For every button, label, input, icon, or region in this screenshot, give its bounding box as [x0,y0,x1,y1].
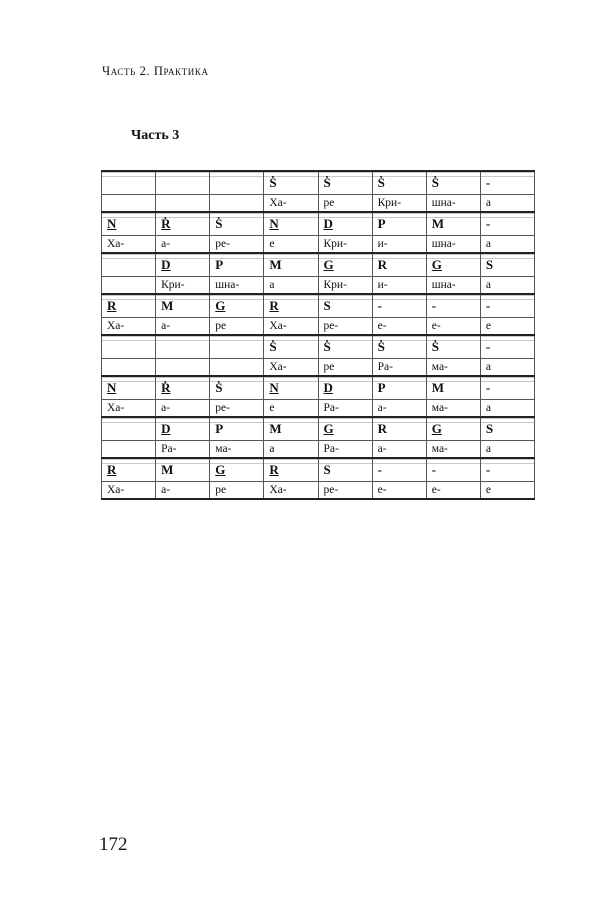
lyric-cell: е [264,236,318,254]
lyric-cell: Ха- [102,400,156,418]
note-cell: Ṡ [210,212,264,236]
note-cell: - [480,171,534,195]
note-cell: G [318,253,372,277]
note-cell [210,171,264,195]
note-cell [102,335,156,359]
lyric-cell [102,441,156,459]
lyric-cell: ма- [426,400,480,418]
lyric-cell: Кри- [318,236,372,254]
lyric-cell: е [264,400,318,418]
lyric-cell: ма- [426,441,480,459]
lyric-cell: ре [318,359,372,377]
note-cell: R [264,294,318,318]
swara-table-body [102,171,535,499]
lyric-cell: Кри- [156,277,210,295]
note-cell: Ṡ [318,335,372,359]
lyric-cell: а [480,441,534,459]
note-cell: P [210,417,264,441]
lyric-cell: е [480,482,534,500]
lyric-cell: и- [372,277,426,295]
note-cell: D [156,417,210,441]
lyric-row [102,441,535,459]
lyric-cell [102,359,156,377]
lyric-cell: Ра- [372,359,426,377]
note-row [102,335,535,359]
running-head: Часть 2. Практика [102,64,209,78]
note-cell: Ṡ [426,171,480,195]
note-cell: - [480,212,534,236]
note-cell: N [102,376,156,400]
note-cell: P [372,212,426,236]
lyric-cell [102,195,156,213]
lyric-row [102,359,535,377]
note-cell: M [426,376,480,400]
note-cell: Ṙ [156,376,210,400]
note-row [102,294,535,318]
note-cell: - [480,335,534,359]
note-cell: M [264,417,318,441]
note-cell: G [318,417,372,441]
note-cell: - [426,458,480,482]
lyric-cell [102,277,156,295]
lyric-cell: Ха- [264,318,318,336]
note-cell: Ṡ [426,335,480,359]
note-cell [102,253,156,277]
note-cell [156,171,210,195]
lyric-cell: ре [210,482,264,500]
lyric-cell [210,195,264,213]
swara-table [101,170,535,500]
lyric-cell: е- [372,318,426,336]
page-number: 172 [99,834,128,855]
lyric-cell: а [264,277,318,295]
lyric-cell: а- [156,236,210,254]
lyric-cell: а [264,441,318,459]
lyric-cell: шна- [426,277,480,295]
note-cell: R [102,294,156,318]
note-row [102,417,535,441]
note-cell: - [426,294,480,318]
note-cell: N [264,212,318,236]
note-cell: S [318,294,372,318]
lyric-cell [156,195,210,213]
lyric-cell: ма- [210,441,264,459]
note-row [102,212,535,236]
lyric-cell: е- [372,482,426,500]
note-cell: M [156,294,210,318]
lyric-cell: Ра- [318,400,372,418]
lyric-cell: е- [426,318,480,336]
lyric-cell: Кри- [318,277,372,295]
note-cell: Ṡ [372,171,426,195]
note-cell: Ṡ [264,335,318,359]
note-cell: P [372,376,426,400]
note-cell: - [372,294,426,318]
lyric-cell: ре- [210,236,264,254]
lyric-cell: Кри- [372,195,426,213]
lyric-cell: Ха- [264,482,318,500]
lyric-cell [156,359,210,377]
lyric-cell: е [480,318,534,336]
lyric-cell: Ха- [264,195,318,213]
lyric-cell: Ха- [264,359,318,377]
lyric-cell: а- [156,400,210,418]
lyric-cell: а [480,236,534,254]
note-row [102,458,535,482]
note-cell: D [318,212,372,236]
note-cell: - [372,458,426,482]
note-cell: - [480,376,534,400]
note-cell: D [318,376,372,400]
lyric-cell: а [480,400,534,418]
section-title: Часть 3 [131,128,180,143]
lyric-row [102,195,535,213]
note-cell: D [156,253,210,277]
lyric-cell: Ха- [102,318,156,336]
note-cell: R [372,417,426,441]
note-cell: Ṡ [210,376,264,400]
note-cell: R [102,458,156,482]
lyric-cell: а [480,195,534,213]
note-cell: Ṡ [264,171,318,195]
lyric-cell: ре- [210,400,264,418]
note-cell: Ṡ [318,171,372,195]
note-cell: - [480,294,534,318]
lyric-cell: шна- [426,195,480,213]
lyric-cell [210,359,264,377]
lyric-cell: ре [318,195,372,213]
lyric-cell: а- [372,400,426,418]
lyric-cell: а [480,359,534,377]
note-cell: - [480,458,534,482]
lyric-cell: а- [156,482,210,500]
note-cell [210,335,264,359]
lyric-cell: ре- [318,482,372,500]
note-cell: G [210,294,264,318]
note-cell: G [210,458,264,482]
note-cell: M [156,458,210,482]
note-cell: S [480,417,534,441]
lyric-cell: Ра- [318,441,372,459]
note-cell: G [426,253,480,277]
lyric-cell: Ра- [156,441,210,459]
lyric-cell: шна- [426,236,480,254]
note-row [102,376,535,400]
note-cell [102,171,156,195]
lyric-cell: ре [210,318,264,336]
note-cell: M [264,253,318,277]
note-row [102,253,535,277]
lyric-cell: шна- [210,277,264,295]
lyric-cell: е- [426,482,480,500]
lyric-row [102,400,535,418]
lyric-row [102,318,535,336]
note-cell: Ṙ [156,212,210,236]
lyric-row [102,482,535,500]
lyric-cell: а- [156,318,210,336]
note-cell: G [426,417,480,441]
note-cell: N [102,212,156,236]
lyric-cell: Ха- [102,236,156,254]
lyric-cell: ма- [426,359,480,377]
note-cell: S [318,458,372,482]
note-cell: R [372,253,426,277]
note-cell: S [480,253,534,277]
lyric-cell: а- [372,441,426,459]
lyric-cell: ре- [318,318,372,336]
lyric-cell: Ха- [102,482,156,500]
note-cell: Ṡ [372,335,426,359]
note-cell: P [210,253,264,277]
lyric-row [102,277,535,295]
note-cell [156,335,210,359]
lyric-row [102,236,535,254]
note-cell: R [264,458,318,482]
note-cell: N [264,376,318,400]
lyric-cell: а [480,277,534,295]
note-cell [102,417,156,441]
note-row [102,171,535,195]
note-cell: M [426,212,480,236]
lyric-cell: и- [372,236,426,254]
